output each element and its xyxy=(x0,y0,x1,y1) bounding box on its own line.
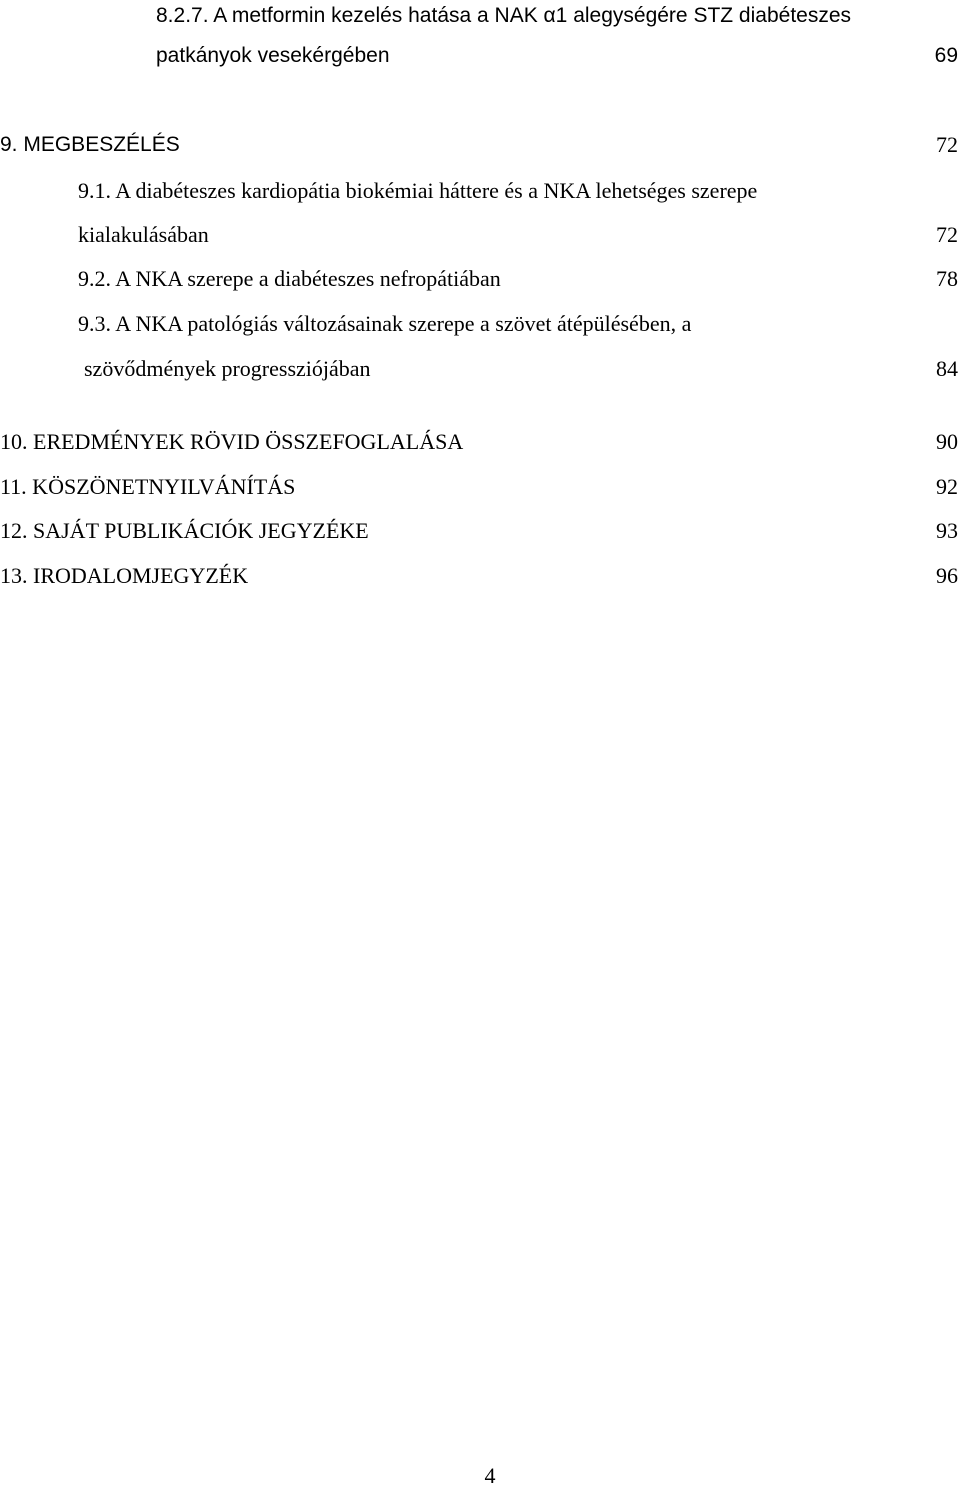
toc-page-number: 92 xyxy=(936,474,958,499)
toc-entry-9-1-line2: kialakulásában xyxy=(78,222,209,247)
toc-entry-10: 10. EREDMÉNYEK RÖVID ÖSSZEFOGLALÁSA xyxy=(0,429,464,454)
toc-entry-9-1-line1: 9.1. A diabéteszes kardiopátia biokémiai háttere és a NKA lehetséges szerepe xyxy=(78,178,758,203)
toc-entry-9-3-line1: 9.3. A NKA patológiás változásainak szerepe a szövet átépülésében, a xyxy=(78,311,692,336)
toc-entry-9-2: 9.2. A NKA szerepe a diabéteszes nefropátiában xyxy=(78,266,501,291)
toc-entry-13: 13. IRODALOMJEGYZÉK xyxy=(0,563,249,588)
toc-page-number: 72 xyxy=(936,132,958,157)
toc-entry-11: 11. KÖSZÖNETNYILVÁNÍTÁS xyxy=(0,474,296,499)
toc-entry-8-2-7-line1: 8.2.7. A metformin kezelés hatása a NAK α1 alegységére STZ diabéteszes xyxy=(156,4,852,27)
toc-page-number: 72 xyxy=(936,222,958,247)
toc-entry-9: 9. MEGBESZÉLÉS xyxy=(0,133,180,156)
toc-entry-8-2-7-line2: patkányok vesekérgében xyxy=(156,44,390,67)
toc-entry-9-3-line2: szövődmények progressziójában xyxy=(84,356,371,381)
page-footer-number: 4 xyxy=(484,1463,496,1488)
toc-page-number: 93 xyxy=(936,518,958,543)
toc-page-number: 84 xyxy=(936,356,958,381)
toc-page-number: 90 xyxy=(936,429,958,454)
toc-page-number: 78 xyxy=(936,266,958,291)
toc-page-number: 96 xyxy=(936,563,958,588)
toc-page-number: 69 xyxy=(934,44,958,67)
toc-entry-12: 12. SAJÁT PUBLIKÁCIÓK JEGYZÉKE xyxy=(0,518,369,543)
